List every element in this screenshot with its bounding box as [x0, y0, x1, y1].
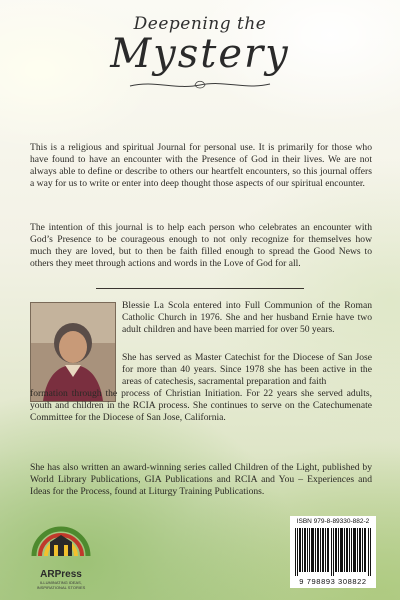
description-paragraph-2: The intention of this journal is to help each person who celebrates an encounter with God’s Presence to be courageous enough to not only recognize for themselves how much they are loved, but to then be faith filled enough to spread the Good News to others they meet through actions and words in the Love of God for all.	[30, 221, 372, 270]
title-line-1: Deepening the	[133, 14, 267, 34]
author-bio-paragraph-1: Blessie La Scola entered into Full Communion of the Roman Catholic Church in 1976. She and her husband Ernie have two adult children and have been married for over 50 years.	[122, 300, 372, 336]
title-line-2: Mystery	[110, 31, 290, 77]
author-bio-paragraph-3: She has also written an award-winning series called Children of the Light, published by World Library Publications, GIA Publications and RCIA and You – Experiences and Ideas for the Process, found at Liturgy Training Publications.	[30, 462, 372, 498]
author-photo	[30, 302, 116, 402]
author-bio-paragraph-2-full: formation through the process of Christian Initiation. For 22 years she served adults, youth and children in the RCIA process. She continues to serve on the Catechumenate Committee for the Diocese of San Jose, California.	[30, 388, 372, 424]
arpress-logo-icon	[26, 512, 96, 564]
description-paragraph-1: This is a religious and spiritual Journal for personal use. It is primarily for those who have found to have an encounter with the Presence of God in their lives. We are not always able to define or describe to others our heartfelt encounters, so this journal offers a way for us to write or enter into deep thought those aspects of our spiritual encounter.	[30, 141, 372, 190]
barcode-number: 9 798893 308822	[299, 577, 367, 586]
barcode-icon	[294, 528, 372, 576]
title-block	[0, 14, 400, 92]
publisher-name: ARPress	[40, 569, 82, 580]
publisher-logo	[26, 512, 96, 590]
publisher-tagline: ILLUMINATING IDEAS, INSPIRATIONAL STORIES	[36, 580, 86, 590]
barcode-box	[290, 516, 376, 588]
flourish-ornament-icon	[125, 78, 275, 92]
author-bio-paragraph-2-side: She has served as Master Catechist for the Diocese of San Jose for more than 40 years. Since 1978 she has been active in the areas of catechesis, sacramental preparation and faith	[122, 352, 372, 388]
section-divider	[96, 288, 304, 289]
isbn-label: ISBN 979-8-89330-882-2	[296, 518, 370, 525]
